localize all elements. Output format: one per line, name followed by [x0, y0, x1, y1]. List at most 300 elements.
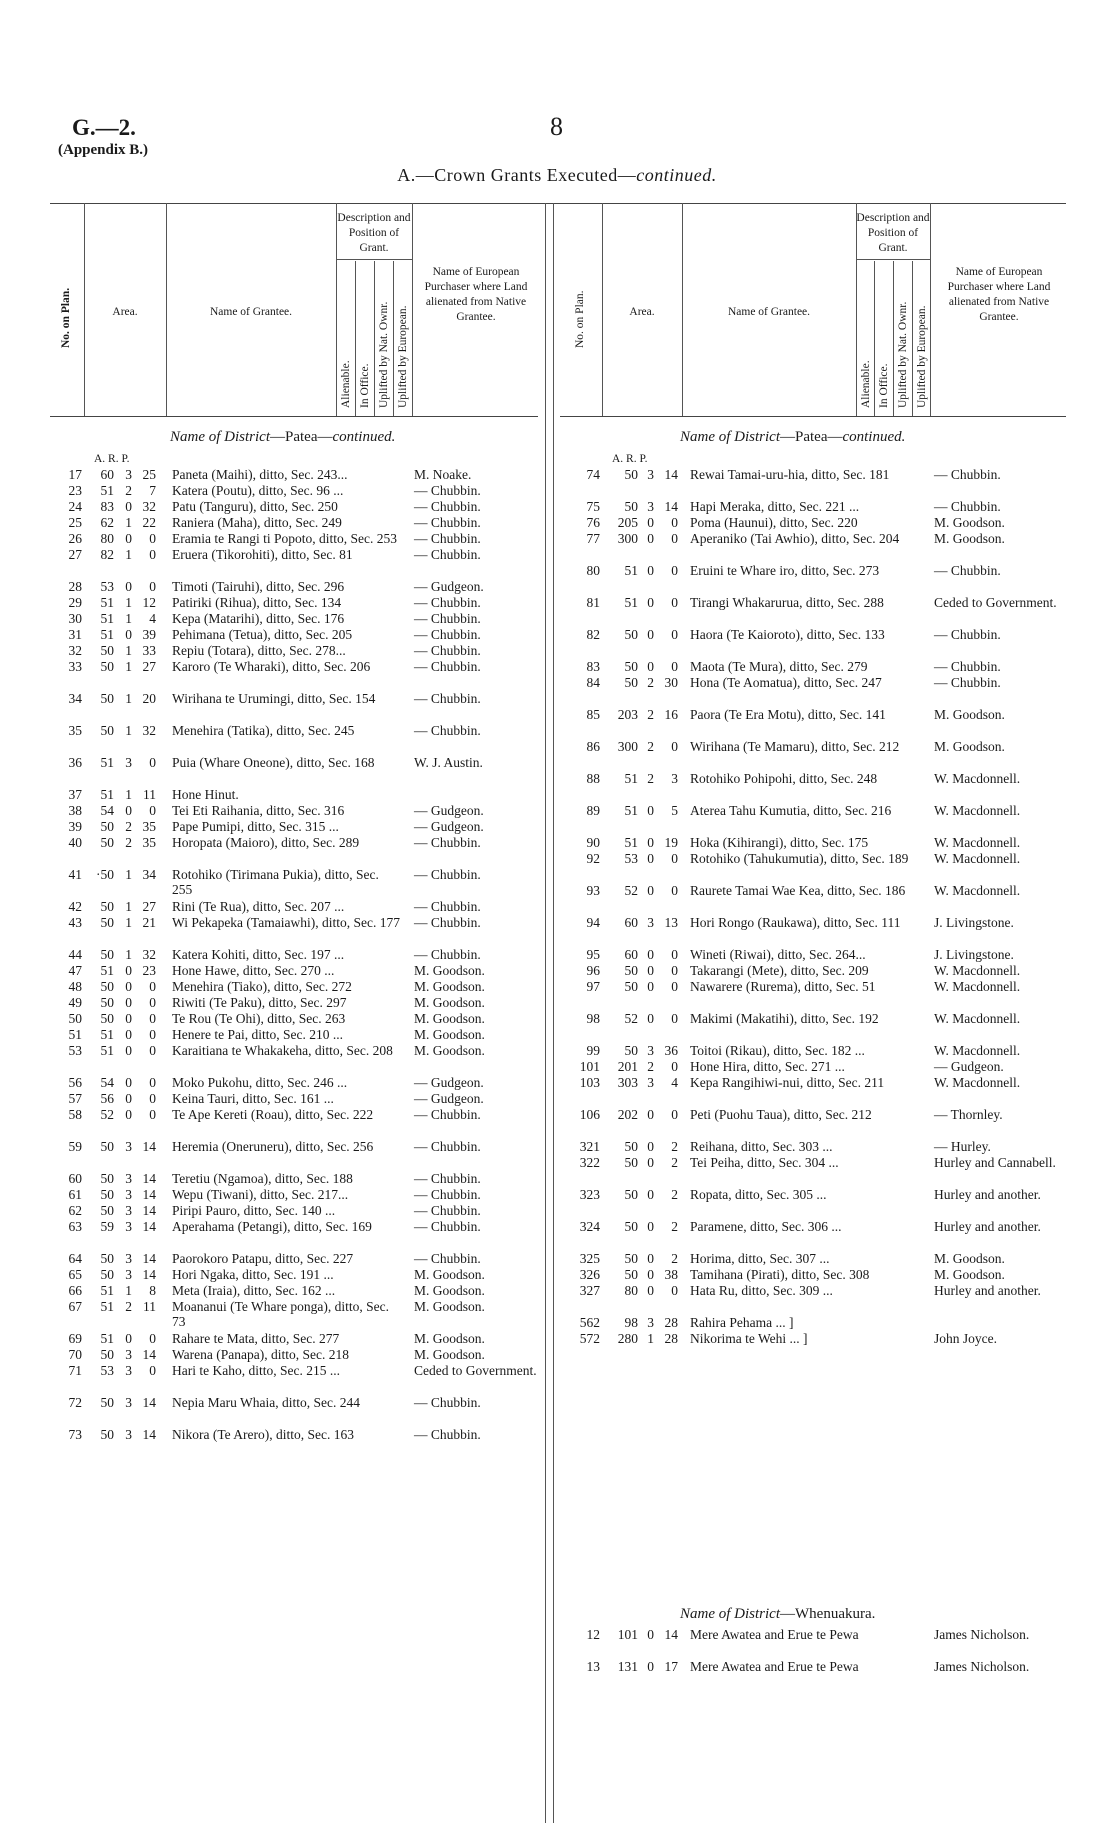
row-number: 42 — [68, 899, 82, 914]
grantee-name: Keina Tauri, ditto, Sec. 161 ... — [172, 1091, 334, 1106]
grantee-name: Aterea Tahu Kumutia, ditto, Sec. 216 — [690, 803, 892, 818]
purchaser-name: W. Macdonnell. — [934, 883, 1021, 898]
purchaser-name: — Chubbin. — [414, 1251, 481, 1266]
right-col-divider-4 — [930, 203, 931, 416]
perches: 14 — [664, 1627, 678, 1642]
perches: 39 — [142, 627, 156, 642]
row-number: 47 — [68, 963, 82, 978]
grantee-name: Hone Hira, ditto, Sec. 271 ... — [690, 1059, 845, 1074]
purchaser-name: — Chubbin. — [414, 1187, 481, 1202]
acres: 50 — [100, 947, 114, 962]
roods: 3 — [125, 1267, 132, 1282]
row-number: 30 — [68, 611, 82, 626]
left-header-description: Description and Position of Grant. — [337, 212, 411, 254]
purchaser-name: W. Macdonnell. — [934, 835, 1021, 850]
purchaser-name: M. Goodson. — [414, 1299, 485, 1314]
perches: 14 — [142, 1187, 156, 1202]
perches: 28 — [664, 1331, 678, 1346]
right-header-no: No. on Plan. — [574, 290, 586, 348]
acres: 50 — [100, 979, 114, 994]
acres: 50 — [624, 1219, 638, 1234]
row-number: 37 — [68, 787, 82, 802]
purchaser-name: — Chubbin. — [414, 643, 481, 658]
roods: 0 — [647, 851, 654, 866]
grantee-name: Puia (Whare Oneone), ditto, Sec. 168 — [172, 755, 375, 770]
purchaser-name: Ceded to Government. — [934, 595, 1057, 610]
roods: 3 — [125, 467, 132, 482]
grantee-name: Maota (Te Mura), ditto, Sec. 279 — [690, 659, 868, 674]
page-ref: G.—2. — [72, 115, 136, 140]
purchaser-name: — Chubbin. — [414, 899, 481, 914]
perches: 35 — [142, 835, 156, 850]
left-sub-divider-1 — [355, 261, 356, 416]
row-number: 13 — [586, 1659, 600, 1674]
acres: 300 — [617, 531, 638, 546]
perches: 21 — [142, 915, 156, 930]
purchaser-name: — Chubbin. — [414, 659, 481, 674]
perches: 3 — [671, 771, 678, 786]
roods: 1 — [125, 915, 132, 930]
roods: 0 — [647, 595, 654, 610]
purchaser-name: W. Macdonnell. — [934, 1011, 1021, 1026]
acres: 51 — [100, 1283, 114, 1298]
grantee-name: Riwiti (Te Paku), ditto, Sec. 297 — [172, 995, 347, 1010]
row-number: 38 — [68, 803, 82, 818]
roods: 1 — [125, 1283, 132, 1298]
grantee-name: Raniera (Maha), ditto, Sec. 249 — [172, 515, 342, 530]
district-continued: continued. — [842, 429, 906, 445]
purchaser-name: — Chubbin. — [414, 835, 481, 850]
roods: 0 — [125, 1027, 132, 1042]
purchaser-name: M. Goodson. — [414, 995, 485, 1010]
purchaser-name: M. Goodson. — [414, 1027, 485, 1042]
appendix-label: (Appendix B.) — [58, 142, 149, 158]
right-header-in-office: In Office. — [878, 363, 890, 408]
purchaser-name: M. Goodson. — [414, 1011, 485, 1026]
roods: 1 — [125, 547, 132, 562]
acres: 50 — [100, 899, 114, 914]
roods: 0 — [125, 1091, 132, 1106]
roods: 0 — [647, 1187, 654, 1202]
grantee-name: Hori Rongo (Raukawa), ditto, Sec. 111 — [690, 915, 901, 930]
grantee-name: Raurete Tamai Wae Kea, ditto, Sec. 186 — [690, 883, 906, 898]
left-header-grantee: Name of Grantee. — [209, 306, 293, 318]
acres: 54 — [100, 1075, 114, 1090]
row-number: 32 — [68, 643, 82, 658]
grantee-name: Piripi Pauro, ditto, Sec. 140 ... — [172, 1203, 336, 1218]
perches: 0 — [149, 1027, 156, 1042]
left-header-rule — [50, 416, 538, 417]
acres: 50 — [100, 1203, 114, 1218]
row-number: 50 — [68, 1011, 82, 1026]
roods: 0 — [647, 1267, 654, 1282]
row-number: 94 — [586, 915, 600, 930]
perches: 0 — [149, 995, 156, 1010]
roods: 3 — [647, 1315, 654, 1330]
left-header-uplifted-native: Uplifted by Nat. Ownr. — [378, 301, 390, 408]
grantee-name: Wi Pekapeka (Tamaiawhi), ditto, Sec. 177 — [172, 915, 400, 930]
roods: 3 — [125, 1171, 132, 1186]
acres: 51 — [624, 835, 638, 850]
roods: 0 — [647, 979, 654, 994]
acres: 50 — [100, 1251, 114, 1266]
purchaser-name: — Chubbin. — [934, 627, 1001, 642]
acres: 50 — [100, 723, 114, 738]
acres: 52 — [624, 1011, 638, 1026]
purchaser-name: M. Goodson. — [934, 707, 1005, 722]
grantee-name: Pehimana (Tetua), ditto, Sec. 205 — [172, 627, 353, 642]
grantee-name: Rini (Te Rua), ditto, Sec. 207 ... — [172, 899, 345, 914]
roods: 0 — [125, 1043, 132, 1058]
purchaser-name: — Gudgeon. — [414, 819, 484, 834]
roods: 0 — [647, 1155, 654, 1170]
roods: 3 — [125, 755, 132, 770]
roods: 0 — [125, 531, 132, 546]
roods: 0 — [125, 803, 132, 818]
perches: 14 — [142, 1347, 156, 1362]
acres: 300 — [617, 739, 638, 754]
grantee-name: Ropata, ditto, Sec. 305 ... — [690, 1187, 827, 1202]
roods: 3 — [125, 1347, 132, 1362]
row-number: 75 — [586, 499, 600, 514]
row-number: 322 — [579, 1155, 600, 1170]
acres: 80 — [100, 531, 114, 546]
grantee-name: Nikora (Te Arero), ditto, Sec. 163 — [172, 1427, 355, 1442]
row-number: 48 — [68, 979, 82, 994]
row-number: 66 — [68, 1283, 82, 1298]
perches: 36 — [664, 1043, 678, 1058]
acres: 60 — [624, 915, 638, 930]
perches: 20 — [142, 691, 156, 706]
roods: 3 — [125, 1203, 132, 1218]
acres: 50 — [624, 1043, 638, 1058]
grantee-name: Aperahama (Petangi), ditto, Sec. 169 — [172, 1219, 372, 1234]
roods: 0 — [647, 883, 654, 898]
perches: 0 — [671, 963, 678, 978]
perches: 0 — [671, 659, 678, 674]
acres: 50 — [624, 1251, 638, 1266]
row-number: 62 — [68, 1203, 82, 1218]
purchaser-name: — Chubbin. — [414, 483, 481, 498]
perches: 32 — [142, 499, 156, 514]
roods: 0 — [647, 803, 654, 818]
roods: 2 — [125, 483, 132, 498]
row-number: 562 — [579, 1315, 600, 1330]
grantee-name: Te Ape Kereti (Roau), ditto, Sec. 222 — [172, 1107, 374, 1122]
right-sub-divider-1 — [874, 261, 875, 416]
perches: 16 — [664, 707, 678, 722]
roods: 3 — [125, 1139, 132, 1154]
acres: 50 — [100, 1011, 114, 1026]
right-header-alienable: Alienable. — [860, 360, 872, 408]
perches: 19 — [664, 835, 678, 850]
roods: 1 — [125, 659, 132, 674]
acres: 51 — [100, 963, 114, 978]
perches: 0 — [671, 595, 678, 610]
row-number: 61 — [68, 1187, 82, 1202]
roods: 0 — [647, 659, 654, 674]
perches: 2 — [671, 1251, 678, 1266]
acres: 50 — [624, 499, 638, 514]
perches: 0 — [149, 1107, 156, 1122]
grantee-name: Paorokoro Patapu, ditto, Sec. 227 — [172, 1251, 354, 1266]
row-number: 321 — [579, 1139, 600, 1154]
acres: 52 — [624, 883, 638, 898]
acres: 50 — [100, 1171, 114, 1186]
acres: 53 — [624, 851, 638, 866]
perches: 0 — [149, 1363, 156, 1378]
purchaser-name: M. Goodson. — [934, 1251, 1005, 1266]
row-number: 49 — [68, 995, 82, 1010]
purchaser-name: — Chubbin. — [414, 1139, 481, 1154]
grantee-name: Eruera (Tikorohiti), ditto, Sec. 81 — [172, 547, 353, 562]
purchaser-name: — Chubbin. — [934, 675, 1001, 690]
perches: 2 — [671, 1187, 678, 1202]
perches: 2 — [671, 1155, 678, 1170]
purchaser-name: M. Goodson. — [934, 1267, 1005, 1282]
grantee-name: Warena (Panapa), ditto, Sec. 218 — [172, 1347, 349, 1362]
district-continued: continued. — [332, 429, 396, 445]
row-number: 39 — [68, 819, 82, 834]
purchaser-name: J. Livingstone. — [934, 915, 1014, 930]
row-number: 53 — [68, 1043, 82, 1058]
purchaser-name: — Chubbin. — [414, 1219, 481, 1234]
grantee-name: Rotohiko (Tahukumutia), ditto, Sec. 189 — [690, 851, 909, 866]
roods: 2 — [125, 835, 132, 850]
perches: 0 — [149, 979, 156, 994]
purchaser-name: — Chubbin. — [934, 659, 1001, 674]
perches: 12 — [142, 595, 156, 610]
row-number: 90 — [586, 835, 600, 850]
acres: 56 — [100, 1091, 114, 1106]
grantee-name: Rahare te Mata, ditto, Sec. 277 — [172, 1331, 340, 1346]
purchaser-name: M. Goodson. — [414, 963, 485, 978]
acres: 50 — [100, 1139, 114, 1154]
grantee-name: Tei Eti Raihania, ditto, Sec. 316 — [172, 803, 345, 818]
row-number: 31 — [68, 627, 82, 642]
purchaser-name: — Gudgeon. — [414, 1091, 484, 1106]
acres: 303 — [617, 1075, 638, 1090]
grantee-name: Hapi Meraka, ditto, Sec. 221 ... — [690, 499, 860, 514]
grantee-name: Mere Awatea and Erue te Pewa — [690, 1659, 859, 1674]
grantee-name: Rahira Pehama ... ] — [690, 1315, 794, 1330]
acres: 50 — [624, 1139, 638, 1154]
acres: 203 — [617, 707, 638, 722]
acres: 50 — [100, 819, 114, 834]
grantee-name: Menehira (Tiako), ditto, Sec. 272 — [172, 979, 352, 994]
purchaser-name: M. Goodson. — [414, 979, 485, 994]
roods: 3 — [647, 1043, 654, 1058]
roods: 2 — [647, 675, 654, 690]
row-number: 92 — [586, 851, 600, 866]
right-district-heading — [680, 429, 905, 446]
row-number: 29 — [68, 595, 82, 610]
perches: 17 — [664, 1659, 678, 1674]
row-number: 73 — [68, 1427, 82, 1442]
roods: 1 — [125, 595, 132, 610]
purchaser-name: M. Noake. — [414, 467, 472, 482]
row-number: 25 — [68, 515, 82, 530]
grantee-name: Mere Awatea and Erue te Pewa — [690, 1627, 859, 1642]
acres: 131 — [617, 1659, 638, 1674]
perches: 5 — [671, 803, 678, 818]
roods: 0 — [647, 515, 654, 530]
perches: 8 — [149, 1283, 156, 1298]
roods: 2 — [647, 739, 654, 754]
roods: 0 — [647, 1011, 654, 1026]
roods: 0 — [125, 1107, 132, 1122]
left-district-heading — [170, 429, 395, 446]
roods: 0 — [647, 1283, 654, 1298]
perches: 14 — [142, 1219, 156, 1234]
row-number: 41 — [68, 867, 82, 882]
row-number: 97 — [586, 979, 600, 994]
acres: 51 — [100, 627, 114, 642]
roods: 0 — [125, 579, 132, 594]
roods: 3 — [647, 467, 654, 482]
row-number: 59 — [68, 1139, 82, 1154]
acres: 202 — [617, 1107, 638, 1122]
center-divider-a — [545, 203, 546, 1823]
roods: 3 — [125, 1187, 132, 1202]
purchaser-name: — Chubbin. — [414, 595, 481, 610]
grantee-name: Wepu (Tiwani), ditto, Sec. 217... — [172, 1187, 349, 1202]
row-number: 324 — [579, 1219, 600, 1234]
roods: 0 — [125, 1331, 132, 1346]
roods: 0 — [647, 835, 654, 850]
acres: 98 — [624, 1315, 638, 1330]
row-number: 99 — [586, 1043, 600, 1058]
purchaser-name: — Gudgeon. — [414, 579, 484, 594]
purchaser-name: W. Macdonnell. — [934, 771, 1021, 786]
row-number: 77 — [586, 531, 600, 546]
roods: 0 — [647, 1219, 654, 1234]
row-number: 85 — [586, 707, 600, 722]
grantee-name: Haora (Te Kaioroto), ditto, Sec. 133 — [690, 627, 885, 642]
grantee-name: Repiu (Totara), ditto, Sec. 278... — [172, 643, 346, 658]
acres: 51 — [100, 1027, 114, 1042]
purchaser-name: Hurley and Cannabell. — [934, 1155, 1056, 1170]
perches: 0 — [671, 1283, 678, 1298]
grantee-name: Makimi (Makatihi), ditto, Sec. 192 — [690, 1011, 879, 1026]
row-number: 88 — [586, 771, 600, 786]
purchaser-name: — Chubbin. — [414, 867, 481, 882]
perches: 34 — [142, 867, 156, 882]
grantee-name: Te Rou (Te Ohi), ditto, Sec. 263 — [172, 1011, 346, 1026]
acres: 54 — [100, 803, 114, 818]
perches: 27 — [142, 899, 156, 914]
acres: 51 — [100, 1043, 114, 1058]
perches: 4 — [149, 611, 156, 626]
perches: 14 — [142, 1171, 156, 1186]
roods: 3 — [647, 1075, 654, 1090]
row-number: 103 — [579, 1075, 600, 1090]
roods: 1 — [125, 787, 132, 802]
grantee-name: Paneta (Maihi), ditto, Sec. 243... — [172, 467, 348, 482]
grantee-name: Patu (Tanguru), ditto, Sec. 250 — [172, 499, 338, 514]
acres: 60 — [624, 947, 638, 962]
row-number: 26 — [68, 531, 82, 546]
right-header-uplifted-european: Uplifted by European. — [916, 305, 928, 408]
perches: 0 — [671, 979, 678, 994]
row-number: 33 — [68, 659, 82, 674]
acres: 51 — [624, 771, 638, 786]
title-main: A.—Crown Grants Executed— — [397, 165, 637, 185]
purchaser-name: W. Macdonnell. — [934, 803, 1021, 818]
row-number: 325 — [579, 1251, 600, 1266]
perches: 0 — [149, 1043, 156, 1058]
district-value: —Whenuakura. — [780, 1606, 876, 1622]
acres: 51 — [100, 787, 114, 802]
perches: 0 — [671, 739, 678, 754]
perches: 35 — [142, 819, 156, 834]
roods: 2 — [647, 1059, 654, 1074]
purchaser-name: — Chubbin. — [414, 499, 481, 514]
roods: 0 — [647, 1139, 654, 1154]
perches: 13 — [664, 915, 678, 930]
roods: 2 — [647, 707, 654, 722]
purchaser-name: M. Goodson. — [414, 1347, 485, 1362]
purchaser-name: — Gudgeon. — [934, 1059, 1004, 1074]
perches: 0 — [149, 1075, 156, 1090]
perches: 0 — [671, 1059, 678, 1074]
acres: 50 — [624, 627, 638, 642]
perches: 14 — [664, 467, 678, 482]
purchaser-name: — Chubbin. — [414, 627, 481, 642]
acres: 205 — [617, 515, 638, 530]
purchaser-name: M. Goodson. — [414, 1331, 485, 1346]
purchaser-name: W. Macdonnell. — [934, 851, 1021, 866]
roods: 0 — [125, 1011, 132, 1026]
acres: 51 — [100, 1299, 114, 1314]
purchaser-name: James Nicholson. — [934, 1659, 1030, 1674]
purchaser-name: — Gudgeon. — [414, 1075, 484, 1090]
district-value: —Patea— — [780, 429, 843, 445]
roods: 2 — [125, 819, 132, 834]
roods: 0 — [647, 563, 654, 578]
roods: 3 — [125, 1427, 132, 1442]
row-number: 572 — [579, 1331, 600, 1346]
acres: 51 — [100, 755, 114, 770]
acres: 50 — [624, 675, 638, 690]
roods: 1 — [125, 947, 132, 962]
right-header-area: Area. — [629, 306, 655, 318]
perches: 0 — [671, 531, 678, 546]
acres: 83 — [100, 499, 114, 514]
purchaser-name: M. Goodson. — [414, 1043, 485, 1058]
row-number: 327 — [579, 1283, 600, 1298]
row-number: 36 — [68, 755, 82, 770]
right-desc-rule — [856, 259, 930, 260]
roods: 0 — [125, 627, 132, 642]
table-top-rule — [50, 203, 1066, 204]
perches: 25 — [142, 467, 156, 482]
row-number: 81 — [586, 595, 600, 610]
purchaser-name: — Chubbin. — [414, 1171, 481, 1186]
row-number: 67 — [68, 1299, 82, 1314]
acres: 50 — [624, 1267, 638, 1282]
acres: 50 — [100, 1267, 114, 1282]
acres: 50 — [624, 659, 638, 674]
roods: 1 — [125, 611, 132, 626]
row-number: 71 — [68, 1363, 82, 1378]
grantee-name: Meta (Iraia), ditto, Sec. 162 ... — [172, 1283, 336, 1298]
purchaser-name: Hurley and another. — [934, 1219, 1041, 1234]
perches: 0 — [671, 947, 678, 962]
acres: 80 — [624, 1283, 638, 1298]
roods: 1 — [125, 867, 132, 882]
grantee-name: Katera (Poutu), ditto, Sec. 96 ... — [172, 483, 344, 498]
